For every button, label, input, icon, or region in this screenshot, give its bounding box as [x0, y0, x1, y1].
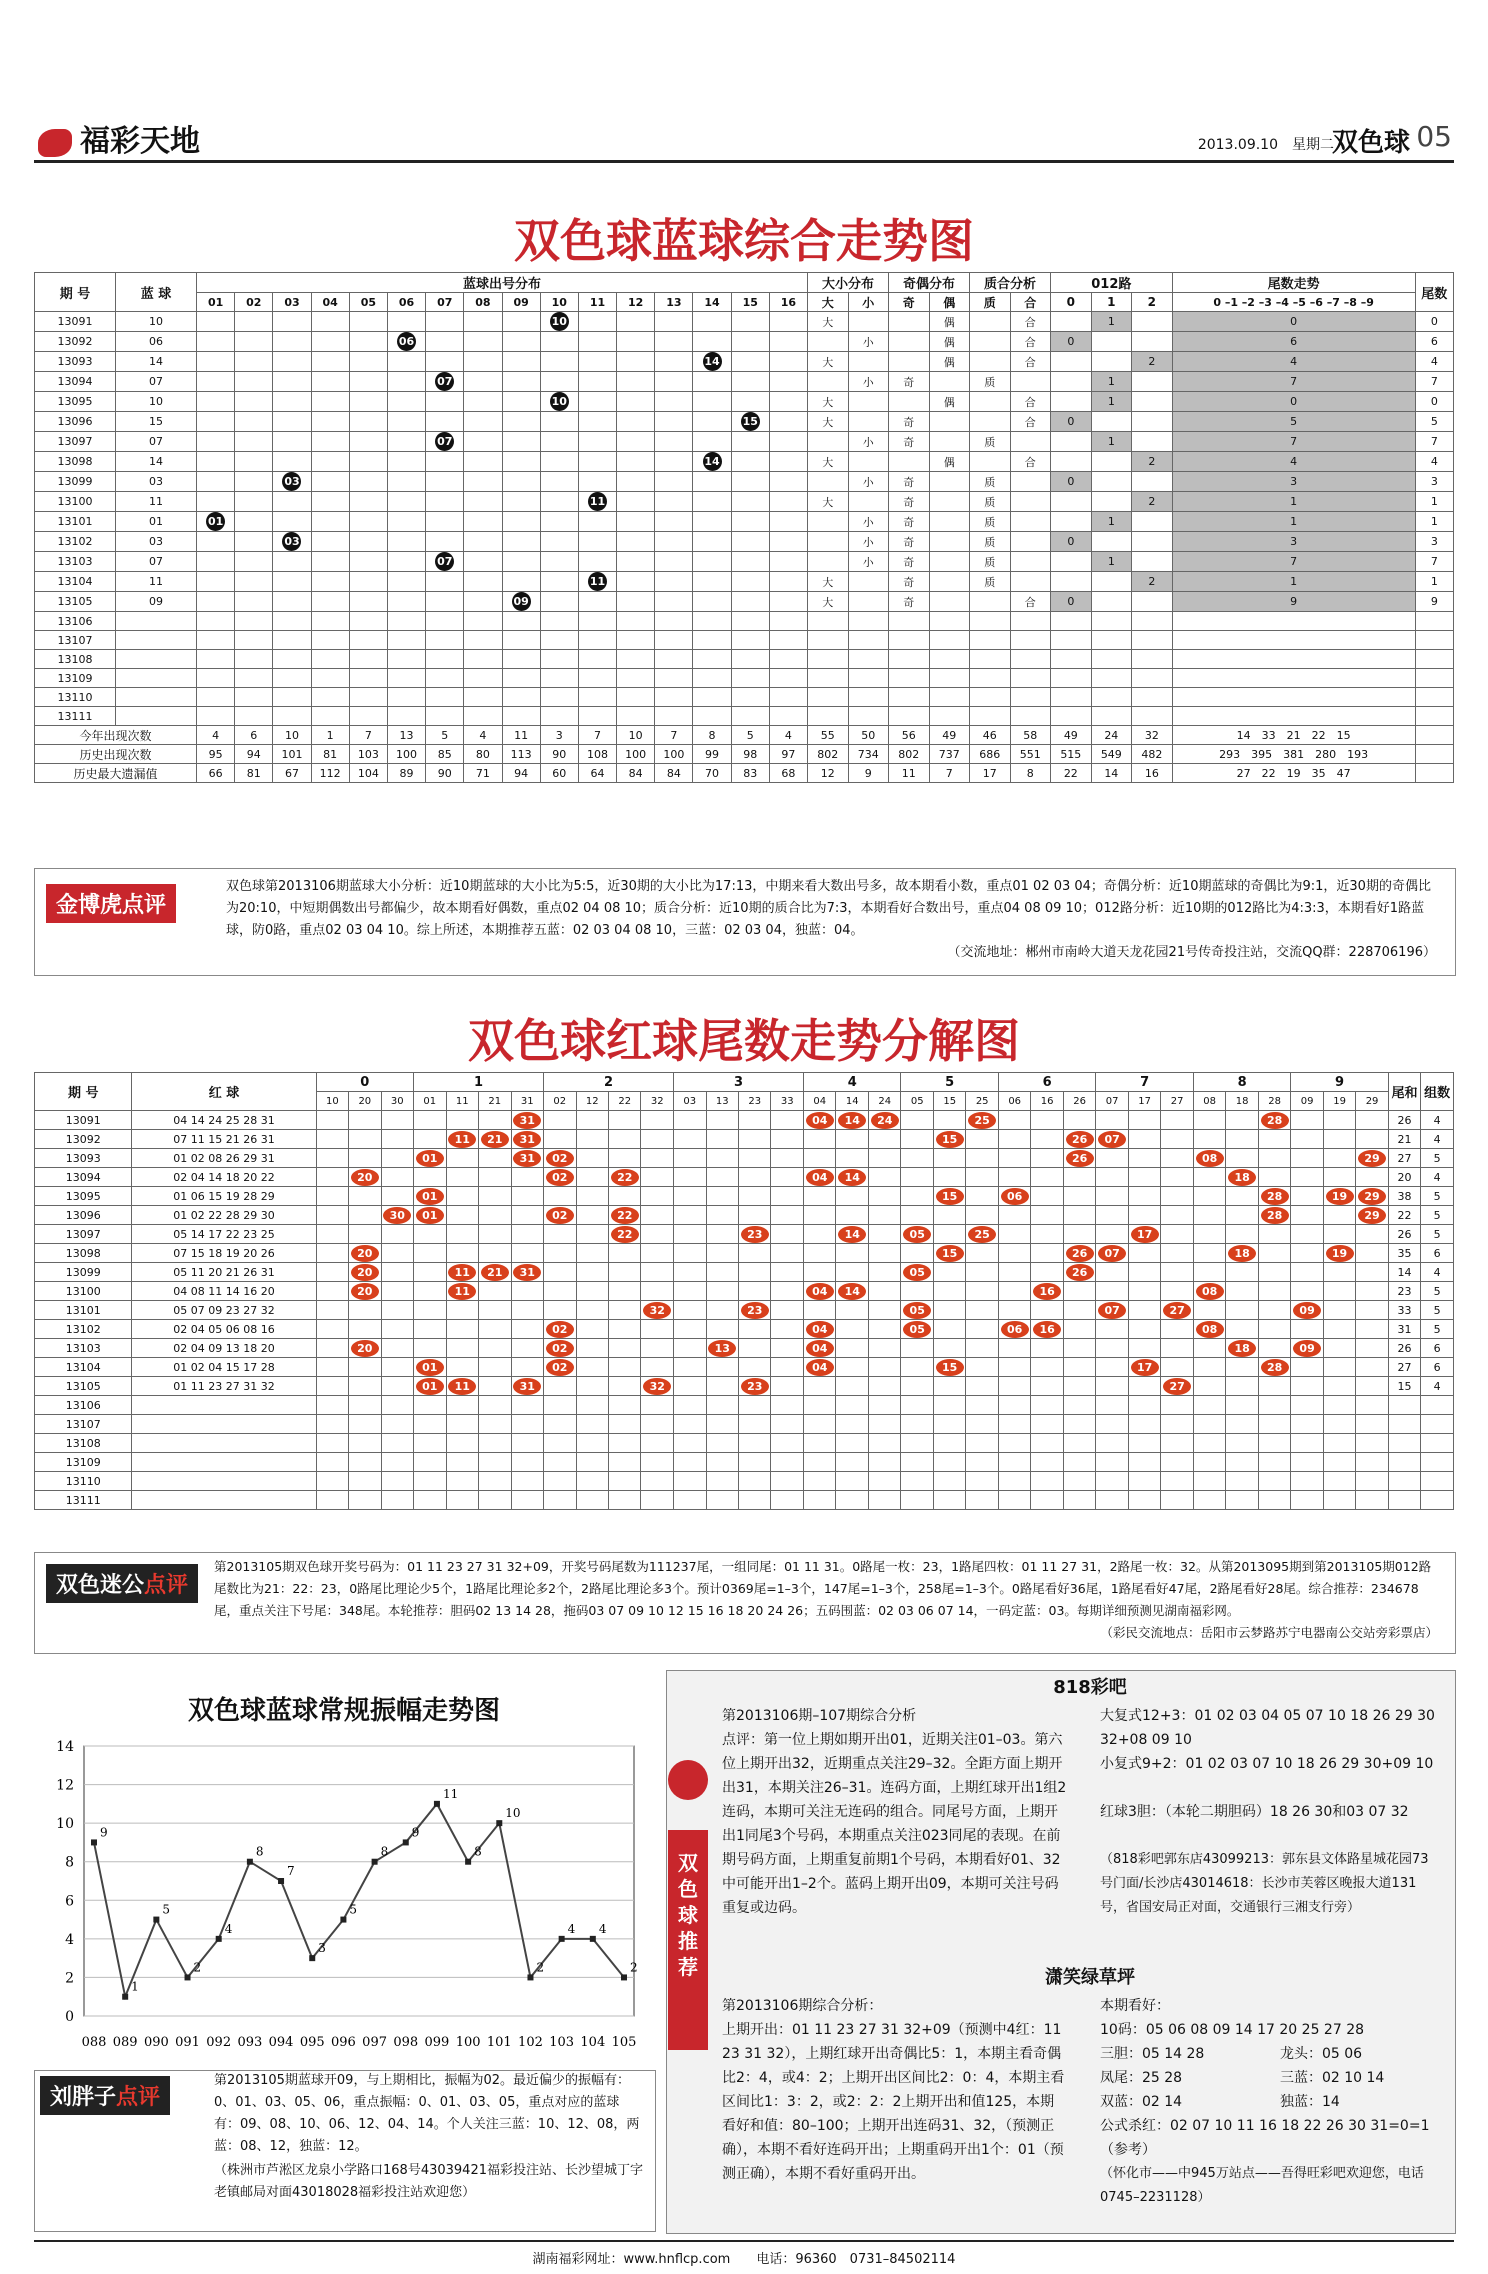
- stats-row: 历史出现次数 95 94 101 81 103 100 85 80 113 90 108 100 100 99 98 97 802 734 802 737 686 551 515 549 482 293 395 381 280 193: [35, 745, 1454, 764]
- red-ball-mark: 30: [383, 1207, 411, 1224]
- logo-text: 福彩天地: [80, 124, 200, 159]
- data-point: [527, 1974, 533, 1980]
- site2-subhead: 本期看好：: [1100, 1998, 1170, 2014]
- data-point: [340, 1917, 346, 1923]
- section-name: 双色球: [1331, 128, 1410, 158]
- x-tick-label: 093: [237, 2035, 263, 2050]
- table-row: 13104 01 02 04 15 17 28 01 02 04 15 17 28 27 6: [35, 1358, 1454, 1377]
- table-row: 13111: [35, 1491, 1454, 1510]
- table-row: 13096 01 02 22 28 29 30 30 01 02 22 28 29 22 5: [35, 1206, 1454, 1225]
- data-label: 5: [349, 1902, 358, 1917]
- blue-ball-mark: 01: [206, 512, 225, 531]
- blue-ball-mark: 09: [512, 592, 531, 611]
- data-label: 2: [536, 1960, 545, 1975]
- blue-ball-mark: 15: [741, 412, 760, 431]
- table-row: 13107: [35, 1415, 1454, 1434]
- red-ball-mark: 21: [481, 1264, 509, 1281]
- red-ball-mark: 04: [806, 1169, 834, 1186]
- red-trend-table: 期 号 红 球 0 1 2 3 4 5 6 7 8 9 尾和 组数 10 20 30 01 11 21 31 02 12 22 32 03 13 23 33 04 14 24 05 15 25 06 16 26 07 17 27 08 18 28 09 19 29 13091 04 14 24 25 28 31 31 04 14 24 25 28 26 4 13092 07 11 15 21 26 31 11 21 31 15 26 07 21 4 13093 01 02 08 26 29 31 01 31 02 26 08 29 27 5 13094 02 04 14 18 20 22 20 02 22 04 14 18 20 4 13095 01 06 15 19 28 29 01 15 06 28 19 29 38 5 13096 01 02 22 28 29 30 30 01 02 22 28 29 22 5 13097 05 14 17 22 23 25 22 23 14 05 25 17 26 5 13098 07 15 18 19 20 26 20 15 26 07 18 19 35 6 13099 05 11 20 21 26 31 20 11 21 31 05 26 14 4 13100 04 08 11 14 16 20 20 11 04 14 16 08 23 5 13101 05 07 09 23 27 32 32 23 05 07 27 09 33 5 13102 02 04 05 06 08 16 02 04 05 06 16 08 31 5 13103 02 04 09 13 18 20 20 02 13 04 18 09 26 6 13104 01 02 04 15 17 28 01 02 04 15 17 28 27 6 13105 01 11 23 27 31 32 01 11 31 32 23 27 15 4 13106 13107 13108 13109 13110 13111: [34, 1072, 1454, 1510]
- site2-three-dan: 三胆：05 14 28: [1100, 2046, 1205, 2062]
- blue-ball-mark: 14: [703, 352, 722, 371]
- y-tick-label: 6: [65, 1893, 74, 1910]
- x-tick-label: 096: [330, 2035, 356, 2050]
- red-ball-mark: 24: [871, 1112, 899, 1129]
- table-row: 13102 02 04 05 06 08 16 02 04 05 06 16 08 31 5: [35, 1320, 1454, 1339]
- red-ball-mark: 16: [1033, 1321, 1061, 1338]
- comment-text-3: 第2013105期蓝球开09，与上期相比，振幅为02。最近偏少的振幅有：0、01、03、05、06，重点振幅：0、01、03、05，重点对应的蓝球有：09、08、10、06、12、04、14。个人关注三蓝：10、12、08，两蓝：08、12，独蓝：12。: [214, 2073, 640, 2154]
- red-ball-mark: 31: [513, 1150, 541, 1167]
- table-row: 13094 07 07 小 奇 质 1 7 7: [35, 372, 1454, 392]
- red-ball-mark: 06: [1001, 1321, 1029, 1338]
- blue-ball-mark: 07: [435, 552, 454, 571]
- red-ball-mark: 31: [513, 1112, 541, 1129]
- red-ball-mark: 02: [546, 1321, 574, 1338]
- table-row: 13103 02 04 09 13 18 20 20 02 13 04 18 09 26 6: [35, 1339, 1454, 1358]
- red-ball-mark: 17: [1131, 1359, 1159, 1376]
- x-tick-label: 100: [455, 2035, 481, 2050]
- red-ball-mark: 20: [351, 1340, 379, 1357]
- y-tick-label: 0: [65, 2009, 74, 2025]
- table-row: 13103 07 07 小 奇 质 1 7 7: [35, 552, 1454, 572]
- red-ball-mark: 22: [611, 1169, 639, 1186]
- table-row: 13101 05 07 09 23 27 32 32 23 05 07 27 09 33 5: [35, 1301, 1454, 1320]
- blue-ball-mark: 06: [397, 332, 416, 351]
- data-label: 10: [505, 1806, 521, 1821]
- red-ball-mark: 08: [1196, 1321, 1224, 1338]
- data-label: 9: [411, 1825, 420, 1840]
- amplitude-chart-panel: [34, 1676, 654, 2066]
- red-ball-mark: 18: [1228, 1245, 1256, 1262]
- col-period: 期 号: [35, 273, 116, 312]
- red-ball-mark: 22: [611, 1226, 639, 1243]
- red-ball-mark: 04: [806, 1283, 834, 1300]
- red-ball-mark: 05: [903, 1226, 931, 1243]
- data-label: 2: [630, 1960, 638, 1975]
- red-ball-mark: 05: [903, 1302, 931, 1319]
- table-row: 13108: [35, 650, 1454, 669]
- data-label: 4: [598, 1921, 607, 1936]
- table-row: 13094 02 04 14 18 20 22 20 02 22 04 14 18 20 4: [35, 1168, 1454, 1187]
- x-tick-label: 092: [206, 2035, 232, 2050]
- table-row: 13092 06 06 小 偶 合 0 6 6: [35, 332, 1454, 352]
- blue-ball-mark: 07: [435, 372, 454, 391]
- site2-address: （怀化市——中945万站点——吾得旺彩吧欢迎您，电话0745–2231128）: [1100, 2166, 1424, 2205]
- red-ball-mark: 09: [1293, 1302, 1321, 1319]
- red-ball-mark: 01: [416, 1207, 444, 1224]
- red-ball-mark: 31: [513, 1264, 541, 1281]
- x-tick-label: 090: [143, 2035, 169, 2050]
- table-row: 13105 01 11 23 27 31 32 01 11 31 32 23 27 15 4: [35, 1377, 1454, 1396]
- recommend-side-tag: 双 色 球 推 荐: [668, 1830, 708, 2050]
- x-tick-label: 105: [611, 2035, 637, 2050]
- red-ball-mark: 32: [643, 1378, 671, 1395]
- red-ball-mark: 22: [611, 1207, 639, 1224]
- site1-address: （818彩吧郭东店43099213：郭东县文体路星城花园73号门面/长沙店43014618：长沙市芙蓉区晚报大道131号，省国安局正对面，交通银行三湘支行旁）: [1100, 1852, 1429, 1915]
- y-tick-label: 14: [56, 1739, 74, 1755]
- red-ball-mark: 21: [481, 1131, 509, 1148]
- red-ball-mark: 26: [1066, 1245, 1094, 1262]
- red-ball-mark: 02: [546, 1340, 574, 1357]
- table-row: 13099 05 11 20 21 26 31 20 11 21 31 05 26 14 4: [35, 1263, 1454, 1282]
- red-ball-mark: 20: [351, 1283, 379, 1300]
- x-tick-label: 104: [580, 2035, 606, 2050]
- red-ball-mark: 06: [1001, 1188, 1029, 1205]
- data-point: [434, 1801, 440, 1807]
- table-row: 13106: [35, 1396, 1454, 1415]
- x-tick-label: 101: [486, 2035, 512, 2050]
- red-ball-mark: 07: [1098, 1245, 1126, 1262]
- y-tick-label: 8: [65, 1854, 74, 1871]
- amplitude-chart: [34, 1736, 654, 2066]
- data-label: 11: [442, 1786, 459, 1801]
- y-tick-label: 10: [56, 1816, 74, 1833]
- red-ball-mark: 20: [351, 1264, 379, 1281]
- table-row: 13111: [35, 707, 1454, 726]
- site1-recommend-2: 小复式9+2：01 02 03 07 10 18 26 29 30+09 10: [1100, 1756, 1434, 1772]
- red-ball-mark: 19: [1326, 1245, 1354, 1262]
- red-ball-mark: 15: [936, 1131, 964, 1148]
- blue-ball-mark: 07: [435, 432, 454, 451]
- red-ball-mark: 23: [741, 1302, 769, 1319]
- red-ball-mark: 29: [1358, 1150, 1386, 1167]
- red-ball-mark: 01: [416, 1150, 444, 1167]
- site2-two-blue: 双蓝：02 14: [1100, 2094, 1183, 2110]
- red-ball-mark: 02: [546, 1150, 574, 1167]
- table-row: 13109: [35, 669, 1454, 688]
- table-row: 13098 07 15 18 19 20 26 20 15 26 07 18 19 35 6: [35, 1244, 1454, 1263]
- logo-icon: [38, 129, 72, 157]
- red-ball-mark: 11: [448, 1378, 476, 1395]
- red-ball-mark: 08: [1196, 1150, 1224, 1167]
- data-point: [621, 1974, 627, 1980]
- blue-ball-mark: 11: [588, 572, 607, 591]
- red-ball-mark: 32: [643, 1302, 671, 1319]
- red-ball-mark: 15: [936, 1188, 964, 1205]
- data-label: 8: [474, 1844, 482, 1859]
- red-ball-mark: 27: [1163, 1302, 1191, 1319]
- data-point: [278, 1878, 284, 1884]
- blue-ball-mark: 14: [703, 452, 722, 471]
- data-point: [216, 1936, 222, 1942]
- y-tick-label: 2: [65, 1970, 74, 1987]
- red-ball-mark: 20: [351, 1169, 379, 1186]
- red-ball-mark: 04: [806, 1359, 834, 1376]
- site2-heading: 第2013106期综合分析：: [722, 1998, 883, 2014]
- y-tick-label: 12: [56, 1777, 74, 1794]
- red-ball-mark: 26: [1066, 1264, 1094, 1281]
- comment-tag-2: 双色迷公点评: [46, 1564, 198, 1603]
- data-label: 1: [131, 1979, 139, 1994]
- red-ball-mark: 01: [416, 1359, 444, 1376]
- red-ball-mark: 18: [1228, 1169, 1256, 1186]
- red-ball-mark: 11: [448, 1283, 476, 1300]
- table-row: 13096 15 15 大 奇 合 0 5 5: [35, 412, 1454, 432]
- red-ball-mark: 04: [806, 1321, 834, 1338]
- blue-ball-mark: 03: [282, 472, 301, 491]
- page-number: 05: [1416, 120, 1452, 153]
- blue-ball-mark: 03: [282, 532, 301, 551]
- red-ball-mark: 13: [708, 1340, 736, 1357]
- table-row: 13106: [35, 612, 1454, 631]
- stats-row: 历史最大遗漏值 66 81 67 112 104 89 90 71 94 60 64 84 84 70 83 68 12 9 11 7 17 8 22 14 16 27 22 19 35 47: [35, 764, 1454, 783]
- red-title: 双色球红球尾数走势分解图: [468, 1014, 1020, 1068]
- red-ball-mark: 26: [1066, 1150, 1094, 1167]
- red-ball-mark: 17: [1131, 1226, 1159, 1243]
- red-ball-mark: 04: [806, 1340, 834, 1357]
- table-row: 13093 14 14 大 偶 合 2 4 4: [35, 352, 1454, 372]
- chart-title: 双色球蓝球常规振幅走势图: [187, 1696, 500, 1726]
- data-label: 5: [162, 1902, 170, 1917]
- red-ball-mark: 27: [1163, 1378, 1191, 1395]
- red-ball-mark: 15: [936, 1245, 964, 1262]
- y-tick-label: 4: [65, 1931, 74, 1948]
- table-row: 13100 04 08 11 14 16 20 20 11 04 14 16 08 23 5: [35, 1282, 1454, 1301]
- data-point: [559, 1936, 565, 1942]
- site2-three-blue: 三蓝：02 10 14: [1280, 2070, 1385, 2086]
- red-ball-mark: 26: [1066, 1131, 1094, 1148]
- red-ball-mark: 29: [1358, 1207, 1386, 1224]
- red-ball-mark: 05: [903, 1264, 931, 1281]
- table-row: 13109: [35, 1453, 1454, 1472]
- site2-ten: 10码：05 06 08 09 14 17 20 25 27 28: [1100, 2022, 1365, 2038]
- table-row: 13097 05 14 17 22 23 25 22 23 14 05 25 17 26 5: [35, 1225, 1454, 1244]
- table-row: 13110: [35, 688, 1454, 707]
- data-point: [403, 1839, 409, 1845]
- site1-title: 818彩吧: [1053, 1677, 1127, 1698]
- table-row: 13100 11 11 大 奇 质 2 1 1: [35, 492, 1454, 512]
- blue-title: 双色球蓝球综合走势图: [514, 214, 974, 268]
- red-ball-mark: 01: [416, 1378, 444, 1395]
- x-tick-label: 097: [362, 2035, 388, 2050]
- red-ball-mark: 02: [546, 1359, 574, 1376]
- red-ball-mark: 09: [1293, 1340, 1321, 1357]
- x-tick-label: 098: [393, 2035, 419, 2050]
- red-ball-mark: 16: [1033, 1283, 1061, 1300]
- red-ball-mark: 14: [838, 1112, 866, 1129]
- red-ball-mark: 31: [513, 1378, 541, 1395]
- logo: [38, 116, 200, 160]
- red-ball-mark: 23: [741, 1378, 769, 1395]
- page-header: [34, 110, 1454, 163]
- red-ball-mark: 01: [416, 1188, 444, 1205]
- x-tick-label: 099: [424, 2035, 450, 2050]
- table-row: 13101 01 01 小 奇 质 1 1 1: [35, 512, 1454, 532]
- red-ball-mark: 14: [838, 1226, 866, 1243]
- red-ball-mark: 25: [968, 1226, 996, 1243]
- data-label: 9: [100, 1825, 108, 1840]
- x-tick-label: 095: [299, 2035, 325, 2050]
- data-label: 8: [255, 1844, 264, 1859]
- x-tick-label: 094: [268, 2035, 294, 2050]
- red-ball-mark: 18: [1228, 1340, 1256, 1357]
- table-row: 13092 07 11 15 21 26 31 11 21 31 15 26 07 21 4: [35, 1130, 1454, 1149]
- red-ball-mark: 11: [448, 1264, 476, 1281]
- site1-recommend-1: 大复式12+3：01 02 03 04 05 07 10 18 26 29 30 32+08 09 10: [1100, 1708, 1435, 1748]
- x-tick-label: 102: [518, 2035, 543, 2050]
- data-point: [496, 1820, 502, 1826]
- table-row: 13110: [35, 1472, 1454, 1491]
- data-label: 2: [193, 1960, 202, 1975]
- red-ball-mark: 28: [1261, 1207, 1289, 1224]
- site1-recommend-3: 红球3胆：（本轮二期胆码）18 26 30和03 07 32: [1100, 1804, 1409, 1820]
- blue-trend-table: 期 号 蓝 球 蓝球出号分布 大小分布 奇偶分布 质合分析 012路 尾数走势 尾数 01 02 03 04 05 06 07 08 09 10 11 12 13 14 15 16 大 小 奇 偶 质 合 0 1 2 0 –1 –2 –3 –4 –5 –6 –7 –8 –9 13091 10 10 大 偶 合 1 0 0 13092 06 06 小 偶 合 0 6 6 13093 14 14 大 偶 合 2 4 4 13094 07 07 小 奇 质 1 7 7 13095 10 10 大 偶 合 1 0 0 13096 15 15 大 奇 合 0 5 5 13097 07 07 小 奇 质 1 7 7 13098 14 14 大 偶 合 2 4 4 13099 03 03 小 奇 质 0 3 3 13100 11 11 大 奇 质 2 1 1 13101 01 01 小 奇 质 1 1 1 13102 03 03 小 奇 质 0 3 3 13103 07 07 小 奇 质 1 7 7 13104 11 11 大 奇 质 2 1 1 13105 09 09 大 奇 合 0 9 9 13106 13107 13108 13109 13110 13111 今年出现次数 4 6 10 1 7 13 5 4 11 3 7 10 7 8 5 4 55 50 56 49 46 58 49 24 32 14 33 21 22 15 历史出现次数 95 94 101 81 103 100 85 80 113 90 108 100 100 99 98 97 802 734 802 737 686 551 515 549 482 293 395 381 280 193 历史最大遗漏值 66 81 67 112 104 89 90 71 94 60 64 84 84 70 83 68 12 9 11 7 17 8 22 14 16 27 22 19 35 47: [34, 272, 1454, 783]
- comment-addr-3: （株洲市芦淞区龙泉小学路口168号43039421福彩投注站、长沙望城丁字老镇邮局对面43018028福彩投注站欢迎您）: [214, 2163, 643, 2200]
- site2-head: 龙头：05 06: [1280, 2046, 1363, 2062]
- site2-title: 潇笑绿草坪: [1045, 1967, 1135, 1988]
- table-row: 13091 04 14 24 25 28 31 31 04 14 24 25 28 26 4: [35, 1111, 1454, 1130]
- red-ball-mark: 02: [546, 1169, 574, 1186]
- site2-one-blue: 独蓝：14: [1280, 2094, 1340, 2110]
- x-tick-label: 103: [549, 2035, 575, 2050]
- table-row: 13107: [35, 631, 1454, 650]
- data-label: 8: [380, 1844, 389, 1859]
- table-row: 13104 11 11 大 奇 质 2 1 1: [35, 572, 1454, 592]
- red-ball-mark: 19: [1326, 1188, 1354, 1205]
- red-ball-mark: 14: [838, 1283, 866, 1300]
- table-row: 13099 03 03 小 奇 质 0 3 3: [35, 472, 1454, 492]
- footer: 湖南福彩网址：www.hnflcp.com 电话：96360 0731–84502114: [34, 2240, 1454, 2267]
- blue-ball-mark: 10: [550, 312, 569, 331]
- blue-ball-mark: 11: [588, 492, 607, 511]
- data-label: 3: [318, 1941, 326, 1956]
- x-tick-label: 089: [112, 2035, 138, 2050]
- data-label: 4: [224, 1921, 233, 1936]
- table-row: 13105 09 09 大 奇 合 0 9 9: [35, 592, 1454, 612]
- red-ball-mark: 04: [806, 1112, 834, 1129]
- red-ball-mark: 25: [968, 1112, 996, 1129]
- red-ball-mark: 11: [448, 1131, 476, 1148]
- comment-tag-1: 金博虎点评: [46, 884, 176, 923]
- comment-text-1: 双色球第2013106期蓝球大小分析：近10期蓝球的大小比为5:5，近30期的大小比为17:13，中期来看大数出号多，故本期看小数，重点01 02 03 04；奇偶分析：近10期蓝球的奇偶比为9:1，近30期的奇偶比为20:10，中短期偶数出号都偏少，故本期看好偶数，重点02 04 08 10；质合分析：近10期的质合比为7:3，本期看好合数出号，重点04 08 09 10；012路分析：近10期的012路比为4:3:3，本期看好1路蓝球，防0路，重点02 03 04 10。综上所述，本期推荐五蓝：02 03 04 08 10，三蓝：02 03 04，独蓝：04。 （交流地址：郴州市南岭大道天龙花园21号传奇投注站，交流QQ群：228706196）: [226, 879, 1436, 960]
- comment-text-2: 第2013105期双色球开奖号码为：01 11 23 27 31 32+09，开奖号码尾数为111237尾，一组同尾：01 11 31。0路尾一枚：23，1路尾四枚：01 11 27 31，2路尾一枚：32。从第2013095期到第2013105期012路尾数比为21：22：23，0路尾比理论少5个，1路尾比理论多2个，2路尾比理论多3个。预计0369尾=1–3个，147尾=1–3个，258尾=1–3个。0路尾看好36尾，1路尾看好47尾，2路尾看好28尾。综合推荐：234678尾，重点关注下号尾：348尾。本轮推荐：胆码02 13 14 28，拖码03 07 09 10 12 15 16 18 20 24 26；五码围蓝：02 03 06 07 14，一码定蓝：03。每期详细预测见湖南福彩网。 （彩民交流地点：岳阳市云梦路苏宁电器南公交站旁彩票店）: [214, 1559, 1438, 1640]
- table-row: 13097 07 07 小 奇 质 1 7 7: [35, 432, 1454, 452]
- plot-frame: [84, 1746, 634, 2016]
- red-ball-mark: 23: [741, 1226, 769, 1243]
- red-ball-mark: 02: [546, 1207, 574, 1224]
- table-row: 13095 10 10 大 偶 合 1 0 0: [35, 392, 1454, 412]
- site2-formula: 公式杀红：02 07 10 11 16 18 22 26 30 31=0=1（参考）: [1100, 2118, 1430, 2158]
- table-row: 13095 01 06 15 19 28 29 01 15 06 28 19 29 38 5: [35, 1187, 1454, 1206]
- data-point: [590, 1936, 596, 1942]
- red-ball-mark: 28: [1261, 1112, 1289, 1129]
- issue-date: 2013.09.10 星期二: [1197, 137, 1334, 153]
- red-ball-mark: 28: [1261, 1359, 1289, 1376]
- data-point: [185, 1974, 191, 1980]
- x-tick-label: 091: [175, 2035, 200, 2050]
- red-ball-mark: 28: [1261, 1188, 1289, 1205]
- red-ball-mark: 31: [513, 1131, 541, 1148]
- data-point: [309, 1955, 315, 1961]
- red-ball-mark: 05: [903, 1321, 931, 1338]
- data-point: [372, 1859, 378, 1865]
- data-point: [91, 1839, 97, 1845]
- site1-heading: 第2013106期–107期综合分析: [722, 1708, 917, 1724]
- blue-ball-mark: 10: [550, 392, 569, 411]
- col-blue: 蓝 球: [116, 273, 197, 312]
- red-ball-mark: 15: [936, 1359, 964, 1376]
- comment-tag-3: 刘胖子点评: [40, 2076, 170, 2115]
- red-ball-mark: 07: [1098, 1131, 1126, 1148]
- x-tick-label: 088: [81, 2035, 107, 2050]
- table-row: 13091 10 10 大 偶 合 1 0 0: [35, 312, 1454, 332]
- data-point: [122, 1994, 128, 2000]
- red-ball-mark: 20: [351, 1245, 379, 1262]
- red-ball-mark: 29: [1358, 1188, 1386, 1205]
- data-point: [247, 1859, 253, 1865]
- stats-row: 今年出现次数 4 6 10 1 7 13 5 4 11 3 7 10 7 8 5 4 55 50 56 49 46 58 49 24 32 14 33 21 22 15: [35, 726, 1454, 745]
- red-ball-mark: 14: [838, 1169, 866, 1186]
- table-row: 13098 14 14 大 偶 合 2 4 4: [35, 452, 1454, 472]
- table-row: 13093 01 02 08 26 29 31 01 31 02 26 08 29 27 5: [35, 1149, 1454, 1168]
- site2-analysis: 上期开出：01 11 23 27 31 32+09（预测中4红：11 23 31 32），上期红球开出奇偶比5：1，本期主看奇偶比2：4，或4：2；上期开出区间比2：0：4，本期主看区间比1：3：2，或2：2：2上期开出和值125，本期看好和值：80–100；上期开出连码31、32，（预测正确），本期不看好连码开出；上期重码开出1个：01（预测正确），本期不看好重码开出。: [722, 2022, 1065, 2182]
- table-row: 13108: [35, 1434, 1454, 1453]
- red-ball-mark: 08: [1196, 1283, 1224, 1300]
- data-point: [465, 1859, 471, 1865]
- red-ball-mark: 07: [1098, 1302, 1126, 1319]
- data-label: 4: [567, 1921, 576, 1936]
- data-point: [153, 1917, 159, 1923]
- table-row: 13102 03 03 小 奇 质 0 3 3: [35, 532, 1454, 552]
- site1-analysis: 点评：第一位上期如期开出01，近期关注01–03。第六位上期开出32，近期重点关注29–32。全距方面上期开出31，本期关注26–31。连码方面，上期红球开出1组2连码，本期可关注无连码的组合。同尾号方面，上期开出1同尾3个号码，本期重点关注023同尾的表现。在前期号码方面，上期重复前期1个号码，本期看好01、32中可能开出1–2个。蓝码上期开出09，本期可关注号码重复或边码。: [722, 1732, 1067, 1916]
- lottery-ball-icon: [668, 1760, 708, 1800]
- data-label: 7: [287, 1864, 295, 1878]
- site2-tail: 凤尾：25 28: [1100, 2070, 1183, 2086]
